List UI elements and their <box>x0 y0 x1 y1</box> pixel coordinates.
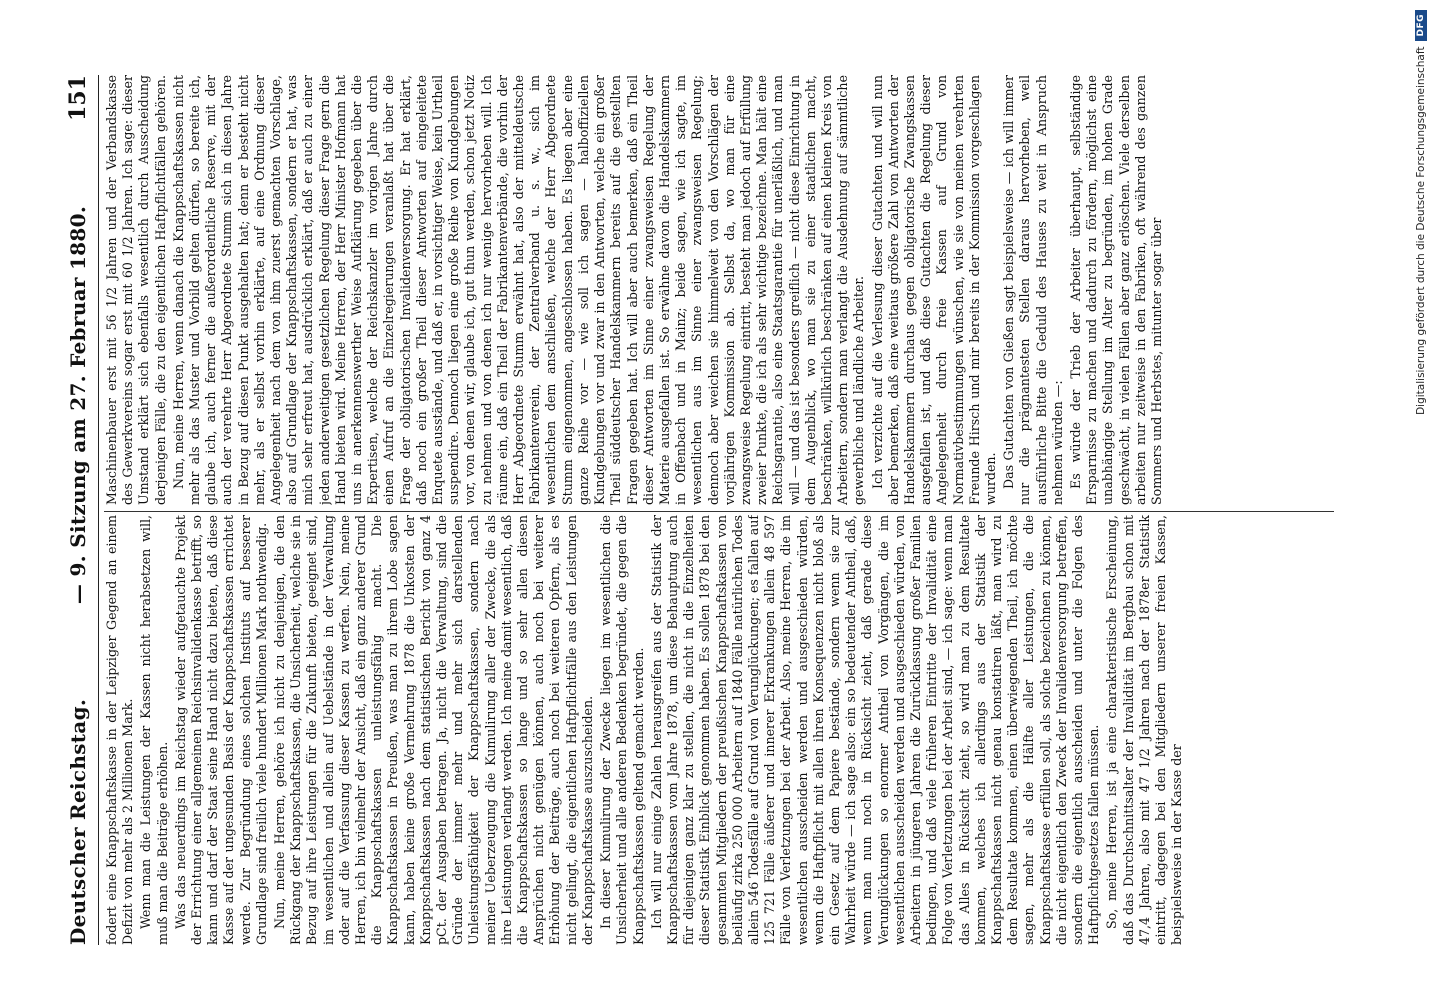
credit-text: Digitalisierung gefördert durch die Deutsche Forschungsgemeinschaft <box>1415 46 1427 415</box>
paragraph: Es würde der Trieb der Arbeiter überhaupt, selbständige Ersparnisse zu machen und dadurch zu fördern, möglichst eine unabhängige Stellung im Alter zu begründen, im hohen Grade geschwächt, in vielen Fällen aber ganz erlöschen. Viele derselben arbeiten nur zeitweise in den Fabriken, oft während des ganzen Sommers und Herbstes, mitunter sogar über <box>1067 75 1164 505</box>
dfg-logo: DFG <box>1415 10 1427 41</box>
paragraph: Ich verzichte auf die Verlesung dieser Gutachten und will nun aber bemerken, daß eine weitaus größere Zahl von Antworten der Handelskammern durchaus gegen obligatorische Zwangskassen ausgefallen ist, und daß diese Gutachten die Regelung dieser Angelegenheit durch freie Kassen auf Grund von Normativbestimmungen wünschen, wie sie von meinen verehrten Freunde Hirsch und mir bereits in der Kommission vorgeschlagen wurden. <box>869 75 998 505</box>
paragraph: Maschinenbauer erst mit 56 1/2 Jahren und der Verbandskasse des Gewerkvereins sogar erst mit 60 1/2 Jahren. Ich sage: dieser Umstand erklärt sich ebenfalls wesentlich durch Ausscheidung derjenigen Fälle, die zu den eigentlichen Haftpflichtfällen gehören. <box>104 75 168 505</box>
column-divider <box>104 511 1334 512</box>
page-header <box>58 75 99 945</box>
header-title: Deutscher Reichstag. <box>66 698 90 945</box>
paragraph: Nun, meine Herren, gehöre ich nicht zu denjenigen, die den Rückgang der Knappschaftskassen, die Unsicherheit, welche sie in Bezug auf ihre Leistungen für die Zukunft bieten, geeignet sind, im wesentlichen und allein auf Uebelstände in der Verwaltung oder auf die Verfassung dieser Kassen zu werfen. Nein, meine Herren, ich bin vielmehr der Ansicht, daß ein ganz anderer Grund die Knappschaftskassen unleistungsfähig macht. Die Knappschaftskassen in Preußen, was man zu ihrem Lobe sagen kann, haben keine große Vermehrung 1878 die Unkosten der Knappschaftskassen nach dem statistischen Bericht von ganz 4 pCt. der Ausgaben betragen. Ja, nicht die Verwaltung, sind die Gründe der immer mehr und mehr sich darstellenden Unleistungsfähigkeit der Knappschaftskassen, sondern nach meiner Ueberzeugung die Kumulirung aller der Zwecke, die als ihre Leistungen verlangt werden. Ich meine damit wesentlich, daß die Knappschaftskassen so lange und so sehr allen diesen Ansprüchen nicht genügen können, auch noch bei weiterer Erhöhung der Beiträge, auch noch bei weiteren Opfern, als es nicht gelingt, die eigentlichen Haftpflichtfälle aus den Leistungen der Knappschaftskasse auszuscheiden. <box>272 515 595 945</box>
paragraph: fodert eine Knappschaftskasse in der Leipziger Gegend an einem Defizit von mehr als 2 Millionen Mark. <box>104 515 136 945</box>
paragraph: Was das neuerdings im Reichstag wieder aufgetauchte Projekt der Errichtung einer allgemeinen Reichsinvalidenkasse betrifft, so kann und darf der Staat seine Hand nicht dazu bieten, daß diese Kasse auf der ungesunden Basis der Knappschaftskassen errichtet werde. Zur Begründung eines solchen Instituts auf besserer Grundlage sind freilich viele hundert Millionen Mark nothwendig. <box>172 515 269 945</box>
paragraph: Ich will nur einige Zahlen herausgreifen aus der Statistik der Knappschaftskassen vom Jahre 1878, um diese Behauptung auch für diejenigen ganz klar zu stellen, die nicht in die Einzelheiten dieser Statistik Einblick genommen haben. Es sollen 1878 bei den gesammten Mitgliedern der preußischen Knappschaftskassen von beiläufig zirka 250 000 Arbeitern auf 1840 Fälle natürlichen Todes allein 546 Todesfälle auf Grund von Verunglückungen; es fallen auf 125 721 Fälle äußerer und innerer Erkrankungen allein 48 597 Fälle von Verletzungen bei der Arbeit. Also, meine Herren, die im wesentlichen ausscheiden werden und ausgeschieden würden, wenn die Haftpflicht mit allen ihren Konsequenzen nicht bloß als ein Gesetz auf dem Papiere bestände, sondern wenn sie zur Wahrheit würde — ich sage also: ein so bedeutender Antheil, daß, wenn man nun noch in Rücksicht zieht, daß gerade diese Verunglückungen so enormer Antheil von Vorgängen, die im wesentlichen ausscheiden werden und ausgeschieden würden, von Arbeitern in jüngeren Jahren die Zurücklassung großer Familien bedingen, und daß viele früheren Eintritte der Invalidität eine Folge von Verletzungen bei der Arbeit sind, — ich sage: wenn man das Alles in Rücksicht zieht, so wird man zu dem Resultate kommen, welches ich allerdings aus der Statistik der Knappschaftskassen nicht genau konstatiren läßt, man wird zu dem Resultate kommen, einen überwiegenden Theil, ich möchte sagen, mehr als die Hälfte aller Leistungen, die die Knappschaftskasse erfüllen soll, als solche bezeichnen zu können, die nicht eigentlich den Zweck der Invalidenversorgung betreffen, sondern die eigentlich ausscheiden und unter die Folgen des Haftpflichtgesetzes fallen müssen. <box>648 515 1102 945</box>
digitization-credit <box>1412 10 1430 990</box>
paragraph: Nun, meine Herren, wenn danach die Knappschaftskassen nicht mehr als das Muster und Vorbild gelten dürfen, so bereite ich, glaube ich, auch ferner die außerordentliche Reserve, mit der auch der verehrte Herr Abgeordnete Stumm sich in diesen Jahre in Bezug auf diesen Punkt ausgehalten hat; denn er besteht nicht mehr, als er selbst vorhin erklärte, auf eine Ordnung dieser Angelegenheit nach dem von ihm zuerst gemachten Vorschlage, also auf Grundlage der Knappschaftskassen, sondern er hat, was mich sehr erfreut hat, ausdrücklich erklärt, daß er auch zu einer jeden anderweitigen gesetzlichen Regelung dieser Frage gern die Hand bieten wird. Meine Herren, der Herr Minister Hofmann hat uns in anerkennenswerther Weise Aufklärung gegeben über die Expertisen, welche der Reichskanzler im vorigen Jahre durch einen Aufruf an die Einzelregierungen veranlaßt hat über die Frage der obligatorischen Invalidenversorgung. Er hat erklärt, daß noch ein großer Theil dieser Antworten auf eingeleitete Enquete ausstände, und daß er, in vorsichtiger Weise, kein Urtheil suspendire. Dennoch liegen eine große Reihe von Kundgebungen vor, von denen wir, glaube ich, gut thun werden, schon jetzt Notiz zu nehmen und von denen ich nur wenige hervorheben will. Ich räume ein, daß ein Theil der Fabrikantenverbände, die vorhin der Herr Abgeordnete Stumm erwähnt hat, also der mitteldeutsche Fabrikantenverein, der Zentralverband u. s. w., sich im wesentlichen dem anschließen, welche der Herr Abgeordnete Stumm eingenommen, angeschlossen haben. Es liegen aber eine ganze Reihe vor — wie soll ich sagen — halboffiziellen Kundgebungen vor und zwar in den Antworten, welche ein großer Theil süddeutscher Handelskammern bereits auf die gestellten Fragen gegeben hat. Ich will aber auch bemerken, daß ein Theil dieser Antworten im Sinne einer zwangsweisen Regelung der Materie ausgefallen ist. So erwähne davon die Handelskammern in Offenbach und in Mainz; beide sagen, wie ich sagte, im wesentlichen aus im Sinne einer zwangsweisen Regelung; dennoch aber weichen sie himmelweit von den Vorschlägen der vorjährigen Kommission ab. Selbst da, wo man für eine zwangsweise Regelung eintritt, besteht man jedoch auf Erfüllung zweier Punkte, die ich als sehr wichtige bezeichne. Man hält eine Reichsgarantie, also eine Staatsgarantie für unerläßlich, und man will — und das ist besonders greiflich — nicht diese Einrichtung in dem Augenblick, wo man sie zu einer staatlichen macht, beschränken, willkürlich beschränken auf einen kleinen Kreis von Arbeitern, sondern man verlangt die Ausdehnung auf sämmtliche gewerbliche und ländliche Arbeiter. <box>170 75 867 505</box>
paragraph: Wenn man die Leistungen der Kassen nicht herabsetzen will, muß man die Beiträge erhöhen. <box>138 515 170 945</box>
paragraph: In dieser Kumulirung der Zwecke liegen im wesentlichen die Unsicherheit und alle anderen Bedenken begründet, die gegen die Knappschaftskassen geltend gemacht werden. <box>598 515 646 945</box>
header-session: — 9. Sitzung am 27. Februar 1880. <box>66 205 90 605</box>
paragraph: Das Gutachten von Gießen sagt beispielsweise — ich will immer nur die prägnantesten Stellen daraus hervorheben, weil ausführliche Bitte die Geduld des Hauses zu weit in Anspruch nehmen würden —: <box>1001 75 1065 505</box>
paragraph: So, meine Herren, ist ja eine charakteristische Erscheinung, daß das Durchschnittsalter der Invalidität im Bergbau schon mit 47,4 Jahren, also mit 47 1/2 Jahren nach der 1878er Statistik eintritt, dagegen bei den Mitgliedern unserer freien Kassen, beispielsweise in der Kasse der <box>1104 515 1185 945</box>
page-number: 151 <box>65 75 91 121</box>
right-column <box>104 75 1334 505</box>
left-column <box>104 515 1334 945</box>
